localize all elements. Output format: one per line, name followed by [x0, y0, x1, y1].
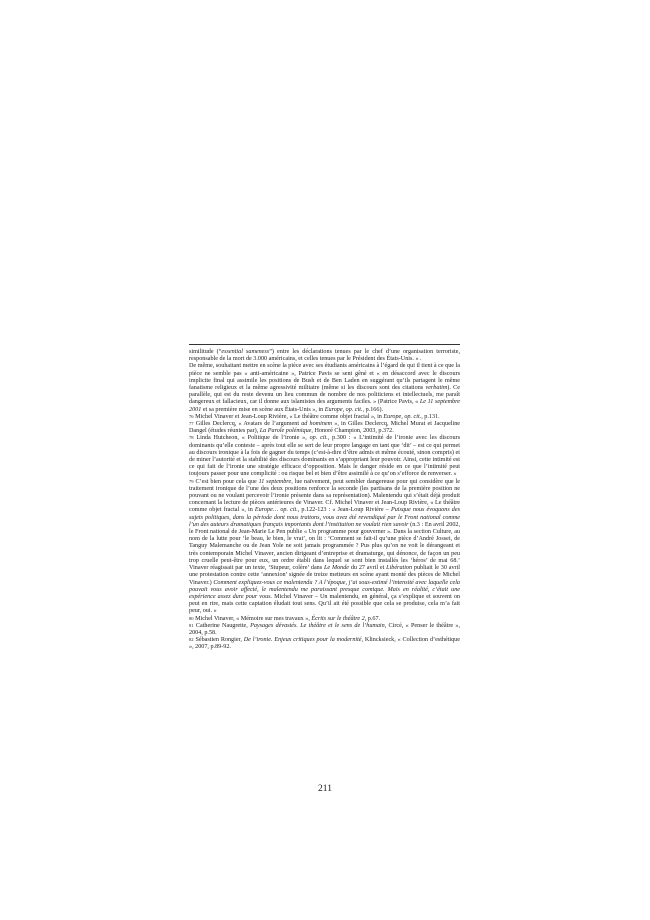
italic-text: Europe, op. cit.: [383, 413, 422, 420]
italic-text: Europe… op. cit.: [254, 507, 298, 514]
italic-text: Puisque nous évoquons des sujets politiques, dans la période dont nous traitons, vous avez été revendiqué par le Front national comme l’un des auteurs dramatiques français importants dont l’institution ne voulait rien savoir: [189, 507, 460, 528]
italic-text: La Parole polémique: [259, 428, 312, 435]
italic-text: ad hominem: [301, 421, 333, 428]
page-number: 211: [318, 784, 332, 794]
footnote-78: [189, 435, 460, 478]
italic-text: op. cit.: [309, 435, 328, 442]
footnote-text: ). Ce parallèle, qui est du reste devenu un lieu commun de nombre de nos politiciens et intellectuels, me paraît dangereux et fallacieux, car il donne aux islamistes des arguments faciles. » (Patrice Pavis, «: [189, 385, 460, 406]
footnote-text: du 27 avril et: [349, 565, 387, 572]
footnote-text: Catherine Naugrette,: [193, 622, 251, 629]
footnote-82: [189, 637, 460, 651]
footnote-text: , lue naïvement, peut sembler dangereuse pour qui considère que le traitement ironique de l’une des deux positions renforce la seconde (les partisans de la première position ne pouvant ou ne voulant percevoir l’ironie présente dans sa représentation). Malentendu qui s’était déjà produit concernant la lecture de pièces antérieures de Vinaver. Cf. Michel Vinaver et Jean-Loup Rivière, « Le théâtre comme objet fractal », in: [189, 478, 461, 514]
footnote-text: , Klincksieck, « Collection d’esthétique », 2007, p.89-92.: [189, 637, 460, 651]
italic-text: Écrits sur le théâtre 2: [311, 615, 365, 622]
footnote-continuation: [189, 363, 460, 413]
italic-text: Le 11 septembre 2001: [189, 399, 461, 413]
footnote-80: [189, 616, 460, 623]
italic-text: Europe, op. cit.: [324, 406, 363, 413]
footnote-text: C’est bien pour cela que: [193, 478, 259, 485]
italic-text: Libération: [386, 565, 413, 572]
footnote-number: 78: [189, 435, 194, 441]
footnote-text: (n.3 : En avril 2002, le Front national de Jean-Marie Le Pen publie « Un programme pour gouverner ». Dans la section Culture, au nom de la lutte pour ‘le beau, le bien, le vrai’, on lit : ‘Comment se fait-il qu’une pièce d’André Josset, de Tanguy Malemanche ou de Jean Yole ne soit jamais programmée ? Pus plus qu’on ne voit le dérangeant et très contemporain Michel Vinaver, ancien dirigeant d’entreprise et dramaturge, qui dénonce, de façon un peu trop cruelle peut-être pour eux, un ordre établi dans lequel se sont bien installés les ‘héros’ de mai 68.’ Vinaver réagissait par un texte, ‘Stupeur, colère’ dans: [189, 521, 460, 572]
footnote-number: 77: [189, 421, 194, 427]
footnote-text: , Circé, « Penser le théâtre », 2004, p.58.: [189, 622, 460, 636]
footnote-text: Michel Vinaver – Un malentendu, en général, ça s’explique et souvent on peut en rire, mais cette captation éludait tout sens. Qu’il ait été possible que cela se produise, cela m’a fait peur, oui. »: [189, 593, 460, 615]
footnote-text: publiait le 30 avril une protestation contre cette ‘annexion’ signée de treize metteurs en scène ayant monté des pièces de Michel Vinaver.): [189, 565, 460, 586]
footnote-text: Linda Hutcheon, « Politique de l’ironie »,: [193, 435, 310, 442]
footnote-number: 79: [189, 478, 194, 484]
footnote-text: Michel Vinaver, « Mémoire sur mes travaux »,: [193, 615, 312, 622]
footnote-text: , p.67.: [364, 615, 381, 622]
footnote-text: similitude (“: [189, 349, 222, 355]
footnote-separator-rule: [189, 344, 460, 345]
footnote-number: 82: [189, 637, 194, 643]
footnote-text: De même, souhaitant mettre en scène la pièce avec ses étudiants américains à l’égard de qui il tient à ce que la pièce ne semble pas « anti-américaine », Patrice Pavis se sent gêné et « en désaccord avec le discours implicite final qui assimile les positions de Bush et de Ben Laden en suggérant qu’ils partagent le même fanatisme religieux et la même agressivité militaire (même si les discours sont des citations: [189, 363, 460, 392]
italic-text: Comment expliquez-vous ce malentendu ? A l’époque, j’ai sous-estimé l’intensité avec laquelle cela pouvait vous avoir affecté, le malentendu me paraissant presque comique. Mais en réalité, c’était une expérience assez dure pour vous.: [189, 579, 460, 600]
italic-text: Paysages dévastés. Le théâtre et le sens de l’humain: [250, 622, 385, 629]
footnote-text: , p.300 : « L’intimité de l’ironie avec les discours dominants qu’elle conteste – après tout elle se sert de leur propre langage en tant que ‘dit’ – est ce qui permet au discours ironique à la fois de gagner du temps (c’est-à-dire d’être admis et même écouté, sinon compris) et de miner l’autorité et la stabilité des discours dominants en s’appropriant leur pouvoir. Ainsi, cette intimité est ce qui fait de l’ironie une stratégie efficace d’opposition. Mais le danger réside en ce que l’intimité peut toujours passer pour une complicité : ou risque bel et bien d’être assimilé à ce qu’on s’efforce de renverser. »: [189, 435, 460, 478]
footnote-text: Michel Vinaver et Jean-Loup Rivière, « Le théâtre comme objet fractal », in: [193, 413, 384, 420]
footnote-number: 81: [189, 622, 194, 628]
italic-text: essential sameness: [221, 349, 270, 355]
footnote-text: », in Gilles Declercq, Michel Murat et Jacqueline Dangel (études réunies par),: [189, 421, 460, 435]
footnotes-block: [189, 349, 460, 652]
italic-text: Le Monde: [323, 565, 350, 572]
italic-text: verbatim: [425, 385, 448, 392]
italic-text: 11 septembre: [258, 478, 292, 485]
footnote-77: [189, 421, 460, 435]
footnote-text: et sa première mise en scène aux États-Unis », in: [201, 406, 325, 413]
footnote-text: , p.166).: [362, 406, 384, 413]
footnote-number: 80: [189, 615, 194, 621]
footnote-number: 76: [189, 413, 194, 419]
footnote-text: ”) entre les déclarations tenues par le chef d’une organisation terroriste, responsable de la mort de 3.000 américains, et celles tenues par le Président des États-Unis. » .: [189, 349, 460, 363]
footnote-text: Gilles Declercq, « Avatars de l’argument: [193, 421, 302, 428]
italic-text: De l’ironie. Enjeux critiques pour la modernité: [243, 637, 362, 644]
footnote-text: Sébastien Rongier,: [193, 637, 244, 644]
footnote-79: [189, 479, 460, 616]
footnote-81: [189, 623, 460, 637]
footnote-continuation: [189, 349, 460, 363]
footnote-76: [189, 414, 460, 421]
footnote-text: , p.131.: [421, 413, 440, 420]
footnote-text: , p.122-123 : « Jean-Loup Rivière –: [297, 507, 391, 514]
footnote-text: , Honoré Champion, 2003, p.372.: [311, 428, 394, 435]
